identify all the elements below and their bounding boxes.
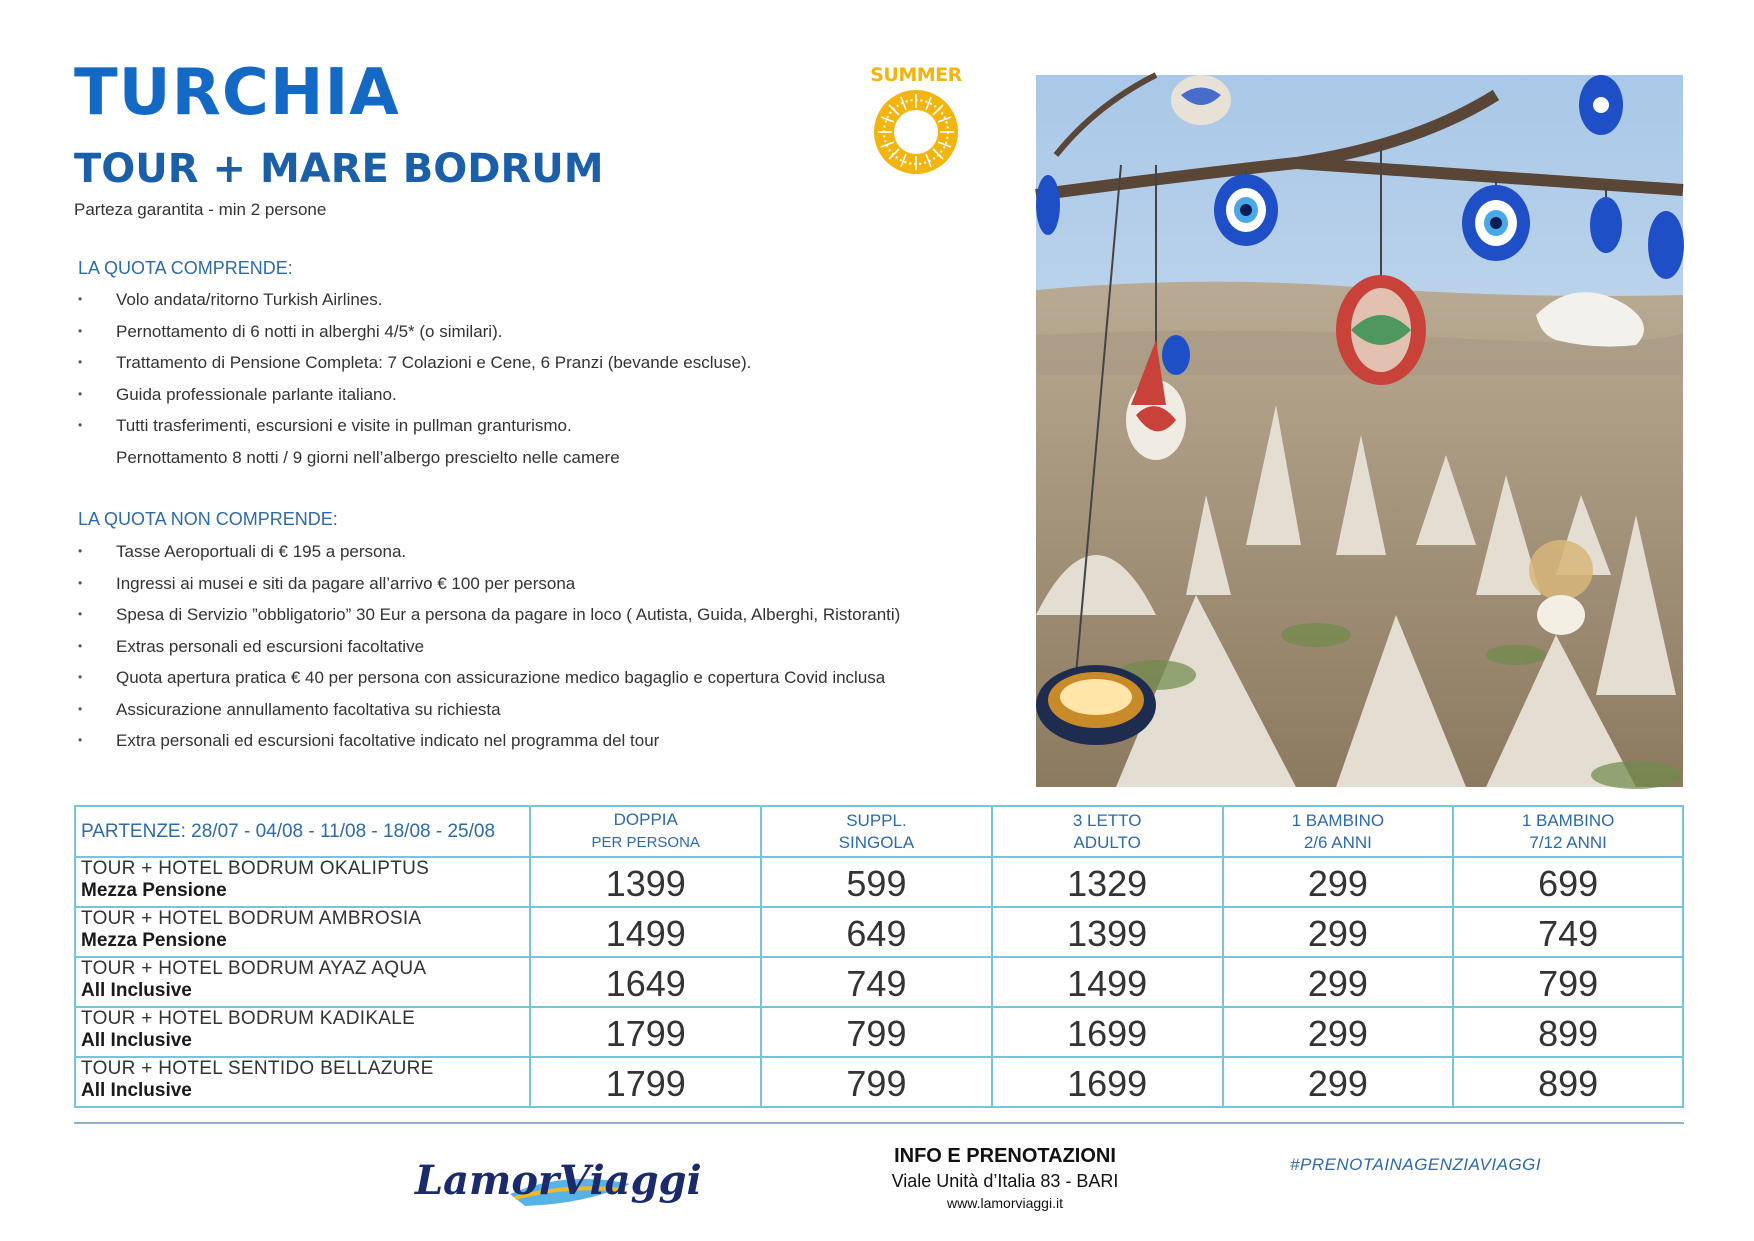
price-cell: 1699 xyxy=(992,1007,1223,1057)
table-row xyxy=(75,957,1683,1007)
price-cell: 749 xyxy=(1453,907,1683,957)
board-type: All Inclusive xyxy=(81,1030,192,1051)
column-header-line2: ADULTO xyxy=(1073,832,1141,852)
price-cell: 1799 xyxy=(530,1007,761,1057)
tagline: Parteza garantita - min 2 persone xyxy=(74,200,327,219)
hotel-cell xyxy=(75,907,530,957)
board-type: All Inclusive xyxy=(81,980,192,1001)
list-item: • Trattamento di Pensione Completa: 7 Colazioni e Cene, 6 Pranzi (bevande escluse). xyxy=(78,347,751,379)
list-item: • Volo andata/ritorno Turkish Airlines. xyxy=(78,284,751,316)
column-header xyxy=(761,806,992,857)
column-header xyxy=(992,806,1223,857)
hotel-cell xyxy=(75,957,530,1007)
page-subtitle: TOUR + MARE BODRUM xyxy=(74,146,604,192)
list-item: • Tutti trasferimenti, escursioni e visite in pullman granturismo. xyxy=(78,410,751,442)
hotel-name: TOUR + HOTEL SENTIDO BELLAZURE xyxy=(81,1058,434,1079)
hotel-cell xyxy=(75,1057,530,1107)
list-item: • Extras personali ed escursioni facoltative xyxy=(78,631,900,663)
list-item: • Quota apertura pratica € 40 per persona con assicurazione medico bagaglio e copertura Covid inclusa xyxy=(78,662,900,694)
price-cell: 299 xyxy=(1223,957,1454,1007)
list-item: Pernottamento 8 notti / 9 giorni nell’albergo prescielto nelle camere xyxy=(116,447,620,467)
hashtag: #PRENOTAINAGENZIAVIAGGI xyxy=(1290,1155,1542,1174)
list-item: • Ingressi ai musei e siti da pagare all’arrivo € 100 per persona xyxy=(78,568,900,600)
summer-badge xyxy=(866,64,966,176)
hotel-cell xyxy=(75,857,530,907)
column-header xyxy=(530,806,761,857)
column-header-line1: 1 BAMBINO xyxy=(1291,810,1385,830)
address: Viale Unità d’Italia 83 - BARI xyxy=(891,1171,1119,1191)
price-cell: 599 xyxy=(761,857,992,907)
hotel-name: TOUR + HOTEL BODRUM AYAZ AQUA xyxy=(81,958,427,979)
page-title: TURCHIA xyxy=(74,56,400,130)
table-row xyxy=(75,857,1683,907)
footer-divider xyxy=(74,1122,1684,1124)
hotel-name: TOUR + HOTEL BODRUM OKALIPTUS xyxy=(81,858,430,879)
contact-info xyxy=(860,1145,1150,1211)
board-type: Mezza Pensione xyxy=(81,930,227,951)
table-row xyxy=(75,1057,1683,1107)
table-header-row xyxy=(75,806,1683,857)
column-header-line2: 7/12 ANNI xyxy=(1529,832,1607,852)
lamorviaggi-logo xyxy=(415,1150,702,1221)
column-header-line1: DOPPIA xyxy=(613,810,678,829)
summer-label: SUMMER xyxy=(870,64,962,86)
hotel-name: TOUR + HOTEL BODRUM KADIKALE xyxy=(81,1008,416,1029)
info-title: INFO E PRENOTAZIONI xyxy=(894,1145,1116,1167)
column-header xyxy=(1223,806,1454,857)
hotel-name: TOUR + HOTEL BODRUM AMBROSIA xyxy=(81,908,422,929)
cappadocia-photo xyxy=(1036,75,1683,787)
table-row xyxy=(75,1007,1683,1057)
list-item: • Extra personali ed escursioni facoltative indicato nel programma del tour xyxy=(78,725,900,757)
price-cell: 299 xyxy=(1223,857,1454,907)
list-item: • Spesa di Servizio ”obbligatorio” 30 Eur a persona da pagare in loco ( Autista, Guida, Alberghi, Ristoranti) xyxy=(78,599,900,631)
column-header xyxy=(1453,806,1683,857)
logo-text: LamorViaggi xyxy=(415,1157,702,1204)
price-cell: 899 xyxy=(1453,1007,1683,1057)
column-header-line2: SINGOLA xyxy=(838,832,915,852)
includes-list xyxy=(78,284,751,473)
sun-icon xyxy=(872,88,960,176)
list-item: • Tasse Aeroportuali di € 195 a persona. xyxy=(78,536,900,568)
price-cell: 799 xyxy=(1453,957,1683,1007)
price-cell: 299 xyxy=(1223,1007,1454,1057)
price-cell: 749 xyxy=(761,957,992,1007)
price-table xyxy=(74,805,1684,1108)
price-cell: 649 xyxy=(761,907,992,957)
column-header-line1: 3 LETTO xyxy=(1072,810,1142,830)
price-cell: 299 xyxy=(1223,907,1454,957)
table-row xyxy=(75,907,1683,957)
price-cell: 1649 xyxy=(530,957,761,1007)
price-cell: 1799 xyxy=(530,1057,761,1107)
price-cell: 1499 xyxy=(530,907,761,957)
price-cell: 299 xyxy=(1223,1057,1454,1107)
excludes-list xyxy=(78,536,900,757)
column-header-line2: 2/6 ANNI xyxy=(1303,832,1372,852)
includes-heading: LA QUOTA COMPRENDE: xyxy=(78,258,293,278)
price-cell: 1329 xyxy=(992,857,1223,907)
list-item: • Pernottamento di 6 notti in alberghi 4/5* (o similari). xyxy=(78,316,751,348)
price-cell: 799 xyxy=(761,1007,992,1057)
price-cell: 799 xyxy=(761,1057,992,1107)
column-header-line1: SUPPL. xyxy=(846,810,907,830)
board-type: All Inclusive xyxy=(81,1080,192,1101)
list-item: • Guida professionale parlante italiano. xyxy=(78,379,751,411)
price-cell: 899 xyxy=(1453,1057,1683,1107)
price-cell: 699 xyxy=(1453,857,1683,907)
board-type: Mezza Pensione xyxy=(81,880,227,901)
column-header-line1: 1 BAMBINO xyxy=(1521,810,1615,830)
website-link[interactable]: www.lamorviaggi.it xyxy=(947,1195,1063,1211)
price-cell: 1699 xyxy=(992,1057,1223,1107)
departures-header: PARTENZE: 28/07 - 04/08 - 11/08 - 18/08 - 25/08 xyxy=(75,806,530,857)
list-item: • Assicurazione annullamento facoltativa su richiesta xyxy=(78,694,900,726)
excludes-heading: LA QUOTA NON COMPRENDE: xyxy=(78,509,338,529)
price-cell: 1399 xyxy=(992,907,1223,957)
price-cell: 1399 xyxy=(530,857,761,907)
price-cell: 1499 xyxy=(992,957,1223,1007)
hotel-cell xyxy=(75,1007,530,1057)
column-header-line2: PER PERSONA xyxy=(591,834,700,851)
